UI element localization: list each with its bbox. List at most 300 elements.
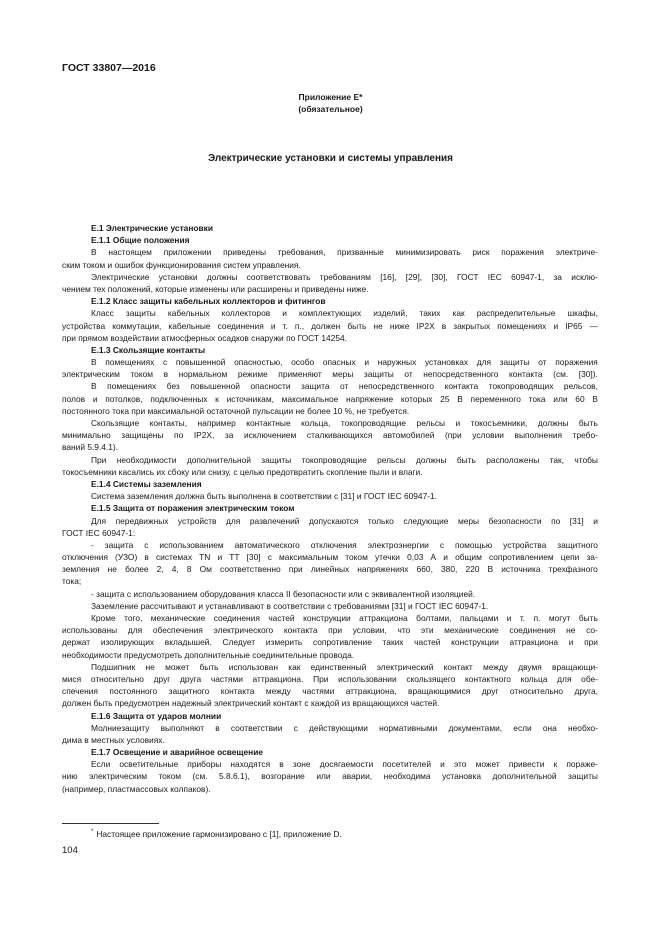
word: IP2X [416, 320, 435, 331]
word: электрическим [62, 369, 120, 380]
word: соответствии [230, 722, 283, 733]
word: привести [508, 759, 545, 770]
footnote [91, 829, 342, 839]
word: контакты, [149, 418, 188, 428]
word: защиты [125, 308, 156, 319]
word: рельсы [416, 418, 446, 428]
word: [16], [380, 271, 397, 282]
word: с [439, 539, 445, 550]
word: изделий, [373, 308, 408, 319]
word: для [226, 515, 241, 526]
word: защитного [168, 686, 210, 697]
body-text-line [62, 624, 598, 636]
word: со- [586, 625, 598, 636]
word: болтами, [416, 613, 452, 623]
word: Молниезащиту [91, 722, 150, 733]
word: и [506, 613, 512, 623]
body-text-line: постоянного тока при максимальной остаточной пульсации не более 10 %, не требуется. [62, 405, 410, 416]
word: и [440, 759, 445, 770]
appendix-subtitle: (обязательное) [298, 104, 363, 114]
word: электрическим [89, 771, 147, 782]
word: друг [481, 686, 499, 697]
word: требования, [277, 247, 326, 258]
word: находятся [230, 759, 271, 770]
word: вращающи- [552, 661, 598, 672]
word: и [217, 552, 223, 563]
word: по [551, 515, 561, 526]
word: не [145, 661, 155, 672]
word: контакта [220, 686, 255, 697]
word: 0,03 [407, 552, 424, 563]
word: посетителей [382, 759, 432, 770]
word: трехфазного [548, 564, 598, 575]
word: за- [586, 552, 598, 563]
word: соединения [217, 320, 264, 331]
word: [30], [431, 271, 448, 282]
body-text-line [62, 539, 598, 551]
body-text-line: (например, пластмассовых колпаков). [62, 783, 211, 794]
word: и [455, 418, 461, 428]
word: TT [229, 552, 240, 563]
word: Класс [91, 308, 114, 319]
word: устройства [503, 539, 547, 550]
word: нормативными [379, 722, 438, 733]
body-text-line: дима в местных условиях. [62, 734, 165, 745]
word: [31] [569, 515, 584, 526]
word: по [174, 430, 184, 441]
word: утечки [374, 552, 400, 563]
word: токопроводящие [301, 454, 367, 465]
body-text-line [62, 563, 598, 575]
word: поражения [555, 357, 598, 368]
word: условии, [352, 625, 387, 636]
word: (при [444, 430, 462, 441]
word: рельсы [377, 454, 406, 465]
word: конструкции [303, 613, 351, 623]
word: В [91, 247, 97, 258]
word: сопротивлением [488, 552, 554, 563]
word: использован [228, 661, 278, 672]
word: наружных [377, 357, 417, 368]
word: помещениях [497, 320, 547, 331]
word: контактного [465, 673, 511, 684]
word: и [553, 320, 559, 331]
footnote-text: Настоящее приложение гармонизировано с [1], приложение D. [96, 829, 342, 839]
word: при [288, 564, 303, 575]
word: нию [62, 771, 78, 782]
word: ГОСТ [457, 271, 479, 282]
word: быть [456, 454, 476, 465]
body-text-line [62, 417, 598, 429]
word: напряжениях [357, 564, 409, 575]
word: 8 [186, 564, 192, 575]
word: для [127, 625, 143, 636]
body-text-line [62, 271, 598, 283]
word: механические [444, 625, 499, 636]
word: аттракциона, [345, 686, 397, 697]
word: защиты [499, 357, 530, 368]
word: источникам, [226, 393, 274, 404]
word: к [215, 393, 219, 404]
word: и [282, 308, 287, 319]
word: необхо- [568, 722, 598, 733]
word: соединения [509, 625, 556, 636]
word: друга, [574, 686, 598, 697]
word: переменного [470, 393, 521, 404]
word: контакта [444, 381, 479, 392]
word: с [144, 539, 149, 550]
word: пораже- [566, 759, 598, 770]
word: При [313, 673, 329, 684]
word: IP65 [565, 320, 583, 331]
word: (УЗО) [115, 552, 138, 563]
body-text-line: ваний 5.9.4.1). [62, 442, 119, 453]
word: должны [206, 271, 238, 282]
word: особо [291, 357, 315, 368]
word: подключенных [150, 393, 208, 404]
word: токопроводящих [488, 381, 554, 392]
word: токосъемники, [470, 418, 528, 428]
word: и [443, 552, 448, 563]
word: повышенной [175, 357, 226, 368]
word: непосредственного [358, 381, 435, 392]
word: механические [150, 613, 206, 623]
word: документами, [448, 722, 503, 733]
word: IEC [487, 271, 502, 282]
word: с [293, 722, 298, 733]
word: относительно [509, 686, 564, 697]
word: источника [501, 564, 541, 575]
word: частями [302, 686, 335, 697]
word: возгорание [261, 771, 305, 782]
word: меры [457, 515, 480, 526]
word: к [553, 759, 558, 770]
body-text-line [62, 515, 598, 527]
word: и [270, 320, 276, 331]
word: [30] [246, 552, 261, 563]
document-body [62, 222, 598, 795]
word: должен [311, 320, 341, 331]
word: защиты [261, 454, 292, 465]
word: риск [472, 247, 490, 258]
word: приведены [223, 247, 266, 258]
word: закрытых [453, 320, 491, 331]
word: для [557, 673, 572, 684]
word: нормальном [178, 369, 228, 380]
body-text-line: при прямом воздействии атмосферных осадков снаружи по ГОСТ 14254. [62, 332, 347, 343]
footnote-divider [62, 823, 159, 824]
word: передвижных [115, 515, 169, 526]
word: 60947-1, [511, 271, 545, 282]
word: [29], [405, 271, 423, 282]
word: непосредственного [423, 369, 499, 380]
word: п. [533, 613, 541, 623]
word: того, [124, 613, 143, 623]
word: исклю- [571, 271, 598, 282]
body-text-line: Заземление рассчитывают и устанавливают в соответствии с требованиями [31] и ГОСТ IEC 60947-1. [91, 600, 489, 611]
word: 60 [575, 393, 585, 404]
word: защищены [121, 430, 164, 441]
word: требо- [572, 430, 598, 441]
word: В [592, 393, 598, 404]
word: без [166, 381, 180, 392]
body-text-line [62, 454, 598, 466]
word: цепи [560, 552, 580, 563]
word: — [589, 320, 598, 331]
word: общим [455, 552, 482, 563]
word: или [553, 393, 568, 404]
word: от [404, 369, 413, 380]
word: токопроводящие [340, 418, 407, 428]
word: (см. [553, 369, 569, 380]
word: соединения [213, 613, 260, 623]
word: и [364, 357, 370, 368]
word: применяют [278, 369, 322, 380]
body-text-line: ским током и ошибок функционирования систем управления. [62, 259, 301, 270]
word: таких [419, 308, 441, 319]
word: распределительные [476, 308, 556, 319]
body-text-line: тока; [62, 576, 82, 587]
word: 380, [441, 564, 458, 575]
word: друг [153, 673, 171, 684]
word: выполнения [514, 430, 563, 441]
word: например [197, 418, 236, 428]
word: вкладышей. [164, 637, 212, 648]
body-text-line [62, 770, 598, 782]
section-heading: Е.1.7 Освещение и аварийное освещение [91, 747, 264, 758]
word: могут [548, 613, 571, 623]
word: друга [180, 673, 202, 684]
word: рельсов, [563, 381, 598, 392]
word: меры [332, 369, 354, 380]
word: может [475, 759, 500, 770]
word: в [441, 320, 447, 331]
word: так, [549, 454, 564, 465]
word: системах [155, 552, 193, 563]
word: как [288, 661, 301, 672]
word: IP2X, [193, 430, 215, 441]
word: аварии, [342, 771, 373, 782]
word: Кроме [91, 613, 116, 623]
body-text-line [62, 551, 598, 563]
word: действующими [308, 722, 368, 733]
body-text-line [62, 380, 598, 392]
word: обе- [581, 673, 598, 684]
word: помещениях [105, 357, 155, 368]
word: конструкции [451, 637, 499, 648]
word: 5.8.6.1), [219, 771, 250, 782]
word: частей [414, 637, 441, 648]
word: опасностью, [234, 357, 283, 368]
word: приборы [187, 759, 222, 770]
word: держат [62, 637, 91, 648]
word: мися [62, 673, 82, 684]
word: соответствовать [246, 271, 311, 282]
body-text-line [62, 722, 598, 734]
word: безопасности [488, 515, 542, 526]
word: и [92, 393, 98, 404]
word: контакта [283, 625, 318, 636]
word: помещениях [107, 381, 157, 392]
word: А [430, 552, 437, 563]
word: приложении [163, 247, 212, 258]
word: минимизировать [395, 247, 461, 258]
word: для [476, 357, 492, 368]
word: током [130, 369, 154, 380]
word: отключения [62, 552, 108, 563]
word: Для [91, 515, 107, 526]
word: вращающимися [408, 686, 471, 697]
body-text-line: чением тех положений, которые изменены или расширены и приведены ниже. [62, 283, 369, 294]
word: необходима [383, 771, 431, 782]
body-text-line [62, 307, 598, 319]
word: защитного [557, 539, 598, 550]
word: таких [382, 637, 404, 648]
word: за [553, 271, 562, 282]
word: установка [442, 771, 481, 782]
word: требованиям [319, 271, 371, 282]
body-text-line: токосъемники касались их сбоку или снизу, с целью предотвратить скопление пыли и влаги. [62, 466, 423, 477]
section-heading: Е.1 Электрические установки [91, 223, 213, 233]
word: с [163, 357, 168, 368]
word: постоянного [109, 686, 158, 697]
standard-header: ГОСТ 33807—2016 [62, 62, 156, 74]
word: в [279, 759, 284, 770]
body-text-line [62, 393, 598, 405]
word: TN [199, 552, 211, 563]
word: что [397, 625, 411, 636]
word: и [593, 515, 598, 526]
word: В [91, 357, 97, 368]
word: Скользящие [91, 418, 140, 428]
word: осветительные [119, 759, 179, 770]
word: электриче- [555, 247, 598, 258]
word: Подшипник [91, 661, 136, 672]
section-heading: Е.1.6 Защита от ударов молнии [91, 710, 222, 721]
word: от [538, 357, 547, 368]
word: полов [62, 393, 86, 404]
word: расположены [486, 454, 540, 465]
word: При [91, 454, 107, 465]
body-text-line [62, 429, 598, 441]
word: эти [420, 625, 434, 636]
word: контакт [443, 661, 473, 672]
body-text-line [62, 612, 598, 624]
word: установках [424, 357, 469, 368]
word: [30]). [578, 369, 598, 380]
word: только [367, 515, 394, 526]
word: от [340, 381, 349, 392]
body-text-line: ГОСТ IEC 60947-1: [62, 527, 136, 538]
word: поражения [501, 247, 544, 258]
word: током [158, 771, 182, 782]
word: Если [91, 759, 111, 770]
word: если [513, 722, 532, 733]
word: использованы [62, 625, 118, 636]
page-number: 104 [62, 845, 78, 856]
word: использовании [338, 673, 397, 684]
body-text-line: необходимости предусмотреть дополнительные соединительные провода. [62, 649, 355, 660]
word: электрический [376, 661, 434, 672]
word: напряжение [346, 393, 394, 404]
word: чтобы [574, 454, 598, 465]
word: - [91, 539, 94, 550]
word: должны [415, 454, 447, 465]
word: не [373, 320, 383, 331]
body-text-line: - защита с использованием оборудования класса II безопасности или с эквивалентной изоляцией. [91, 588, 476, 599]
body-text-line [62, 758, 598, 770]
word: единственный [310, 661, 367, 672]
document-title: Электрические установки и системы управления [208, 153, 453, 164]
word: не [107, 564, 117, 575]
word: развлечений [249, 515, 300, 526]
word: или [316, 771, 331, 782]
word: не [566, 625, 576, 636]
word: 4, [171, 564, 179, 575]
word: быть [578, 418, 598, 428]
body-text-line [62, 673, 598, 685]
word: в [144, 552, 149, 563]
word: с [267, 552, 272, 563]
word: Следует [222, 637, 256, 648]
word: аттракциона [509, 637, 559, 648]
word: относительно [90, 673, 144, 684]
word: автомобилей [382, 430, 435, 441]
word: должны [537, 418, 569, 428]
word: сопротивление [312, 637, 372, 648]
word: ниже [389, 320, 410, 331]
word: дополнительной [186, 454, 251, 465]
body-text-line [62, 636, 598, 648]
word: которых [400, 393, 433, 404]
word: 660, [416, 564, 433, 575]
word: В [457, 393, 463, 404]
word: между [265, 686, 291, 697]
word: двумя [518, 661, 542, 672]
word: исключением [243, 430, 297, 441]
word: в [215, 722, 220, 733]
word: комплектующих [299, 308, 362, 319]
word: быть [199, 661, 219, 672]
word: защиты [568, 771, 598, 782]
body-text-line: Система заземления должна быть выполнена в соответствии с [31] и ГОСТ IEC 60947-1. [91, 491, 438, 502]
word: защиты [363, 369, 394, 380]
word: как [452, 308, 465, 319]
word: зоне [292, 759, 311, 770]
word: может [165, 661, 190, 672]
word: необходимости [116, 454, 177, 465]
word: 25 [440, 393, 450, 404]
word: при [328, 625, 343, 636]
word: устройства [62, 320, 106, 331]
word: кольца, [301, 418, 331, 428]
section-heading: Е.1.3 Скользящие контакты [91, 344, 206, 355]
word: земления [62, 564, 100, 575]
word: быть [347, 320, 367, 331]
body-text-line [62, 320, 598, 332]
word: 2, [156, 564, 164, 575]
word: изолирующих [100, 637, 155, 648]
section-heading: Е.1.2 Класс защиты кабельных коллекторов и фитингов [91, 296, 326, 307]
word: кабельных [167, 308, 210, 319]
word: она [542, 722, 557, 733]
word: пальцами [459, 613, 499, 623]
word: аттракциона [359, 613, 408, 623]
word: выполняют [160, 722, 205, 733]
word: Ом [199, 564, 212, 575]
word: частями [210, 673, 243, 684]
word: частей [268, 613, 295, 623]
